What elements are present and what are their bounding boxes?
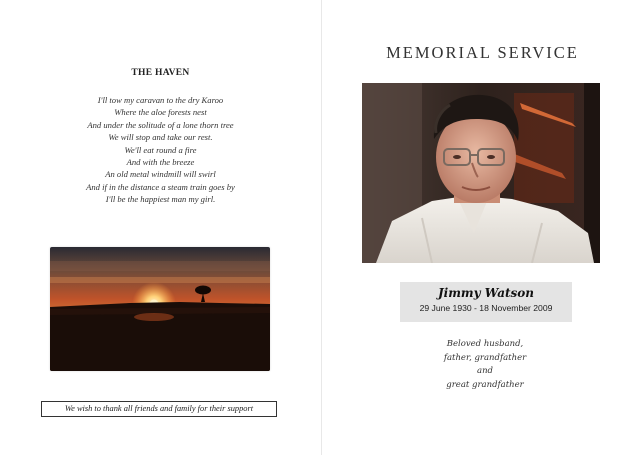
tribute-line: father, grandfather (443, 352, 527, 363)
poem-line: We will stop and take our rest. (108, 132, 213, 143)
tribute-line: great grandfather (446, 379, 524, 390)
poem-line: And under the solitude of a lone thorn tree (87, 119, 234, 130)
poem-line: I'll tow my caravan to the dry Karoo (97, 95, 224, 105)
poem-title: THE HAVEN (131, 68, 190, 78)
poem-line: We'll eat round a fire (124, 144, 197, 155)
sunset-photo (50, 247, 270, 371)
poem-line: And if in the distance a steam train goes by (86, 181, 235, 192)
poem-line: Where the aloe forests nest (114, 107, 207, 118)
life-dates: 29 June 1930 - 18 November 2009 (419, 303, 553, 313)
poem-line: And with the breeze (126, 157, 195, 168)
tribute-line: Beloved husband, (446, 339, 524, 349)
tribute-line: and (477, 366, 493, 376)
poem (30, 94, 291, 206)
tribute (380, 338, 590, 392)
service-title: MEMORIAL SERVICE (386, 43, 579, 62)
portrait-photo (362, 83, 600, 263)
deceased-name: Jimmy Watson (437, 286, 535, 300)
poem-line: I'll be the happiest man my girl. (105, 194, 216, 205)
poem-line: An old metal windmill will swirl (105, 169, 216, 180)
thanks-message: We wish to thank all friends and family for their support (41, 401, 277, 417)
fold-line (321, 0, 322, 455)
name-plate (400, 282, 572, 322)
